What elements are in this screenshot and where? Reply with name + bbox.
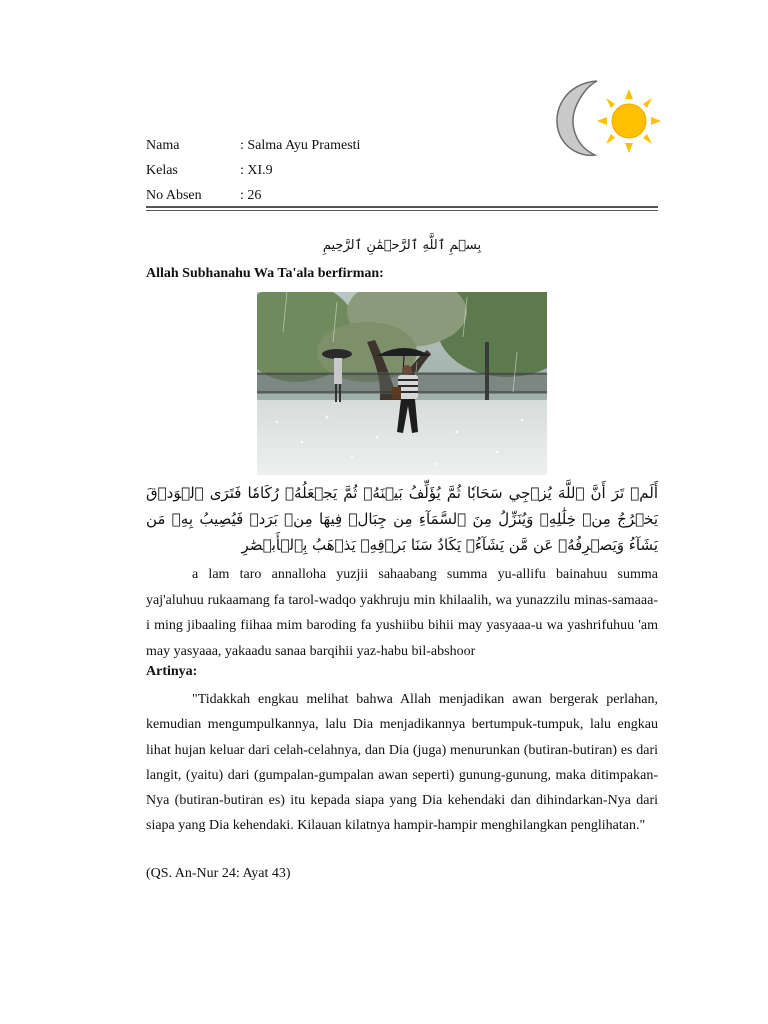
name-row <box>146 136 658 161</box>
divider-thick <box>146 206 658 208</box>
number-value: : 26 <box>240 188 262 203</box>
class-row <box>146 161 658 186</box>
meaning-heading: Artinya: <box>146 664 198 679</box>
number-label: No Absen <box>146 188 202 203</box>
meaning-text: "Tidakkah engkau melihat bahwa Allah menjadikan awan bergerak perlahan, kemudian mengumpulkannya, lalu Dia menjadikannya bertumpuk-tumpuk, lalu engkau lihat hujan keluar dari celah-celahnya, dan Dia (juga) menurunkan (butiran-butiran) es dari langit, (yaitu) dari (gumpalan-gumpalan awan seperti) gunung-gunung, maka ditimpakan-Nya (butiran-butiran es) itu kepada siapa yang Dia kehendaki dan dihindarkan-Nya dari siapa yang Dia kehendaki. Kilauan kilatnya hampir-hampir menghilangkan penglihatan." <box>146 692 658 834</box>
divider-thin <box>146 210 658 211</box>
intro-heading: Allah Subhanahu Wa Ta'ala berfirman: <box>146 266 384 281</box>
student-identity <box>146 136 658 211</box>
rain-photo <box>257 292 547 475</box>
name-label: Nama <box>146 138 180 153</box>
arabic-verse: أَلَمۡ تَرَ أَنَّ ٱللَّهَ يُزۡجِي سَحَابٗا ثُمَّ يُؤَلِّفُ بَيۡنَهُۥ ثُمَّ يَجۡعَلُهُۥ رُكَامٗا فَتَرَى ٱلۡوَدۡقَ يَخۡرُجُ مِنۡ خِلَٰلِهِۦ وَيُنَزِّلُ مِنَ ٱلسَّمَآءِ مِن جِبَالٖ فِيهَا مِنۢ بَرَدٖ فَيُصِيبُ بِهِۦ مَن يَشَآءُ وَيَصۡرِفُهُۥ عَن مَّن يَشَآءُۖ يَكَادُ سَنَا بَرۡقِهِۦ يَذۡهَبُ بِٱلۡأَبۡصَٰرِ <box>146 484 658 554</box>
basmala: بِسۡمِ ٱللَّهِ ٱلرَّحۡمَٰنِ ٱلرَّحِيمِ <box>322 238 482 253</box>
transliteration: a lam taro annalloha yuzjii sahaabang summa yu-allifu bainahuu summa yaj'aluhuu rukaamang fa tarol-wadqo yakhruju min khilaalih, wa yunazzilu minas-samaaa-i ming jibaaling fiihaa mim baroding fa yushiibu bihii may yasyaaa-u wa yashrifuhuu 'am may yasyaaa, yakaadu sanaa barqihii yaz-habu bil-abshoor <box>146 567 658 659</box>
name-value: : Salma Ayu Pramesti <box>240 138 361 153</box>
class-value: : XI.9 <box>240 163 273 178</box>
verse-reference: (QS. An-Nur 24: Ayat 43) <box>146 866 291 881</box>
class-label: Kelas <box>146 163 178 178</box>
